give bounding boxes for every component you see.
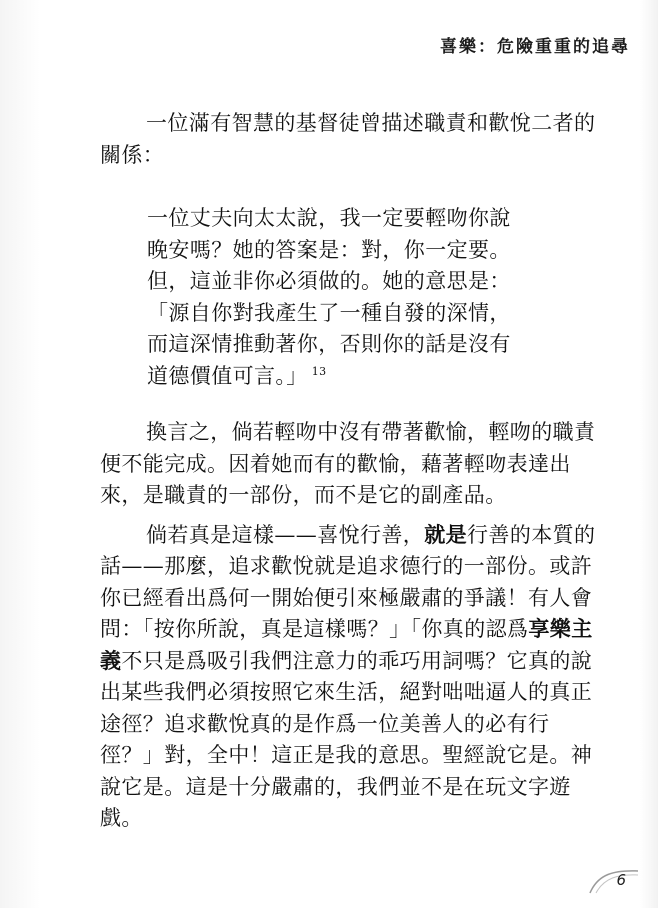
quote-line: 而這深情推動著你，否則你的話是沒有 [147, 332, 511, 356]
para3-text-a: 倘若真是這樣——喜悅行善， [146, 522, 425, 547]
page-tab-curve-icon [588, 868, 640, 894]
page-number: 6 [616, 871, 626, 889]
footnote-reference: 13 [311, 364, 327, 378]
page-number-tab [588, 868, 640, 894]
paragraph-kiss: 換言之，倘若輕吻中沒有帶著歡愉，輕吻的職責便不能完成。因着她而有的歡愉，藉著輕吻表達出來，是職責的一部份，而不是它的副產品。 [100, 420, 596, 507]
quote-line: 但，這並非你必須做的。她的意思是： [147, 269, 511, 293]
quote-line-last [147, 361, 600, 393]
paragraph-hedonism [100, 520, 600, 835]
block-quote [147, 203, 600, 392]
quote-line-text: 道德價值可言。」 [147, 363, 308, 388]
page-body [100, 108, 600, 835]
quote-line: 「源自你對我產生了一種自發的深情， [147, 300, 511, 325]
paragraph-intro: 一位滿有智慧的基督徒曾描述職責和歡悅二者的關係： [100, 111, 596, 167]
quote-line: 晚安嗎？她的答案是：對，你一定要。 [147, 237, 511, 262]
emphasis-is: 就是 [424, 522, 468, 547]
emphasis-hedonism: 享樂主義 [100, 617, 593, 673]
running-header: 喜樂：危險重重的追尋 [440, 37, 630, 57]
para3-text-c: 不只是爲吸引我們注意力的乖巧用詞嗎？它真的說出某些我們必須按照它來生活，絕對咄咄逼人的真正途徑？追求歡悅真的是作爲一位美善人的必有行徑？」對，全中！這正是我的意思。聖經說它是。神說它是。這是十分嚴肅的，我們並不是在玩文字遊戲。 [100, 648, 593, 830]
para3-text-b: 行善的本質的話——那麼，追求歡悅就是追求德行的一部份。或許你已經看出爲何一開始便引來極嚴肅的爭議！有人會問：「按你所說，真是這樣嗎？」「你真的認爲 [100, 522, 596, 641]
quote-line: 一位丈夫向太太說，我一定要輕吻你說 [147, 206, 511, 230]
